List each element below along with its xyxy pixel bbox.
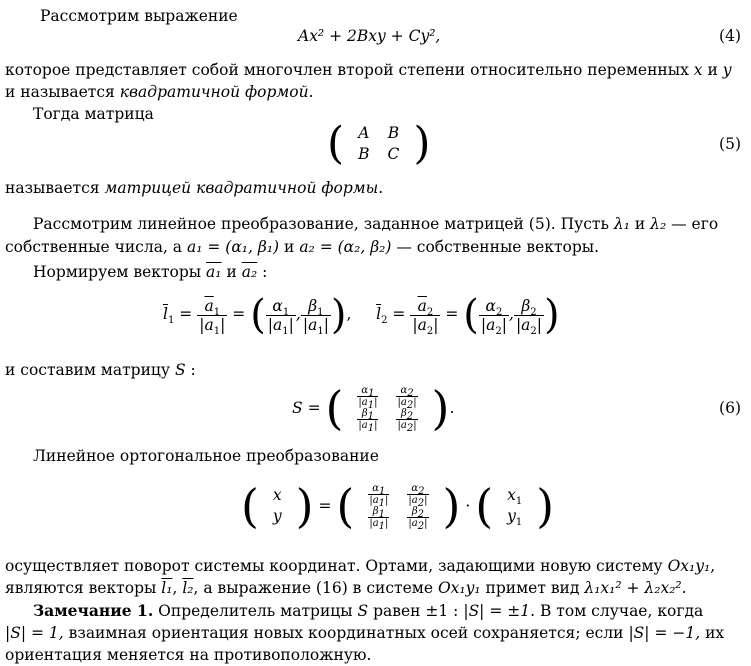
text-segment: называется (5, 179, 100, 197)
intro-expression: Рассмотрим выражение (40, 7, 238, 25)
vector-a2-def: a₂ = (α₂, β₂) (299, 238, 392, 256)
term-quadratic-form: квадратичной формой (119, 83, 309, 101)
text-segment: — его (671, 215, 719, 233)
paragraph-matrix-name (5, 178, 383, 198)
intro-matrix: Тогда матрица (33, 105, 154, 123)
vector-a1-def: a₁ = (α₁, β₁) (186, 238, 280, 256)
text-segment: которое представляет собой многочлен второй степени относительно переменных (5, 61, 689, 79)
equation-4: Ax² + 2Bxy + Cy², (298, 27, 441, 45)
text-segment: равен ±1 : (373, 602, 459, 620)
equation-6: S = ( $\frac{\alpha_1}{|\overline{a}_1|}$ $\frac{\alpha_2}{|\overline{a}_2|}$ $\frac{\beta_1}{|\overline{a}_1|}$ $\frac{\beta_2}{|\overline{a}_2|}$ ). (292, 381, 455, 435)
matrix-cell: B (387, 124, 400, 142)
canonical-form: λ₁x₁² + λ₂x₂². (584, 579, 687, 597)
text-dot: . (308, 83, 314, 101)
text-segment: и называется (5, 83, 115, 101)
lambda-1: λ₁ (613, 215, 630, 233)
text-comma: , (710, 557, 716, 575)
matrix-cell: A (358, 124, 370, 142)
left-paren: ( (327, 118, 345, 169)
term-matrix-quadratic-form: матрицей квадратичной формы (104, 179, 379, 197)
vector-a2: a₂ (241, 263, 258, 281)
transformation-formula: ( x y ) = ( $\frac{\alpha_1}{|\overline{a}_1|}$ $\frac{\alpha_2}{|\overline{a}_2|}$ $\frac{\beta_1}{|\overline{a}_1|}$ $\frac{\beta_2}{|\overline{a}_2|}$ ) · ( $x_1$ $y_1$ ) (241, 479, 555, 533)
text-segment: В том случае, когда (539, 602, 704, 620)
right-paren: ) (413, 118, 431, 169)
text-segment: собственные числа, а (5, 238, 183, 256)
text-segment: их (705, 624, 725, 642)
paragraph-linear-line1 (33, 214, 718, 234)
var-S: S (357, 602, 369, 620)
equation-6-number: (6) (719, 399, 741, 417)
text-segment: являются векторы (5, 579, 157, 597)
determinant: |S| = −1, (628, 624, 701, 642)
lambda-2: λ₂ (650, 215, 667, 233)
text-segment: Определитель матрицы (158, 602, 353, 620)
equation-4-number: (4) (719, 27, 741, 45)
paragraph-compose-matrix (5, 360, 196, 380)
text-and: и (707, 61, 718, 79)
var-x: x (693, 61, 703, 79)
text-segment: а выражение (16) в системе (203, 579, 433, 597)
text-and: и (284, 238, 295, 256)
paragraph-linear-line2 (5, 237, 599, 257)
text-segment: Рассмотрим линейное преобразование, заданное матрицей (5). Пусть (33, 215, 609, 233)
remark-line2 (5, 623, 724, 643)
text-segment: примет вид (485, 579, 580, 597)
text-segment: осуществляет поворот системы координат. Ортами, задающими новую систему (5, 557, 663, 575)
paragraph-rotation-line1 (5, 556, 715, 576)
matrix-cell: C (387, 145, 400, 163)
paragraph-normalize (33, 262, 267, 282)
text-colon: : (262, 263, 268, 281)
matrix-5 (349, 123, 408, 165)
remark-line1 (33, 601, 703, 621)
text-segment: — собственные векторы. (396, 238, 600, 256)
normalization-formula: $\overline{l}_1$ = $\frac{\overline{a}_1}{|\overline{a}_1|}$ = ( $\frac{\alpha_1}{|\overline{a}_1|}$ , $\frac{\beta_1}{|\overline{a}_1|}$ ), $\overline{l}_2$ = $\frac{\overline{a}_2}{|\overline{a}_2|}$ = ( $\frac{\alpha_2}{|\overline{a}_2|}$ , $\frac{\beta_2}{|\overline{a}_2|}$ ) (163, 292, 560, 338)
vector-a1: a₁ (206, 263, 222, 281)
vector-l2: l₂ (182, 579, 194, 597)
text-segment: и составим матрицу (5, 361, 171, 379)
var-y: y (722, 61, 732, 79)
text-dot: . (378, 179, 384, 197)
paragraph-orthogonal: Линейное ортогональное преобразование (33, 447, 379, 465)
system-Ox1y1: Ox₁y₁ (667, 557, 711, 575)
remark-line3: ориентация меняется на противоположную. (5, 646, 372, 664)
determinant: |S| = ±1. (463, 602, 536, 620)
text-and: и (226, 263, 237, 281)
vector-l1: l₁ (161, 579, 173, 597)
text-segment: взаимная ориентация новых координатных осей сохраняется; если (68, 624, 624, 642)
matrix-cell: B (358, 145, 370, 163)
equation-5-number: (5) (719, 135, 741, 153)
equation-5-matrix (327, 120, 430, 168)
paragraph-polynomial-line1 (5, 60, 732, 80)
determinant: |S| = 1, (5, 624, 64, 642)
text-segment: Нормируем векторы (33, 263, 202, 281)
system-Ox1y1: Ox₁y₁ (437, 579, 481, 597)
remark-label: Замечание 1. (33, 601, 154, 620)
text-colon: : (190, 361, 196, 379)
paragraph-rotation-line2: являются векторы l₁, l₂, а выражение (16) в системе Ox₁y₁ примет вид λ₁x₁² + λ₂x₂². (5, 579, 687, 597)
paragraph-polynomial-line2 (5, 82, 314, 102)
var-S: S (174, 361, 186, 379)
text-and: и (634, 215, 646, 233)
